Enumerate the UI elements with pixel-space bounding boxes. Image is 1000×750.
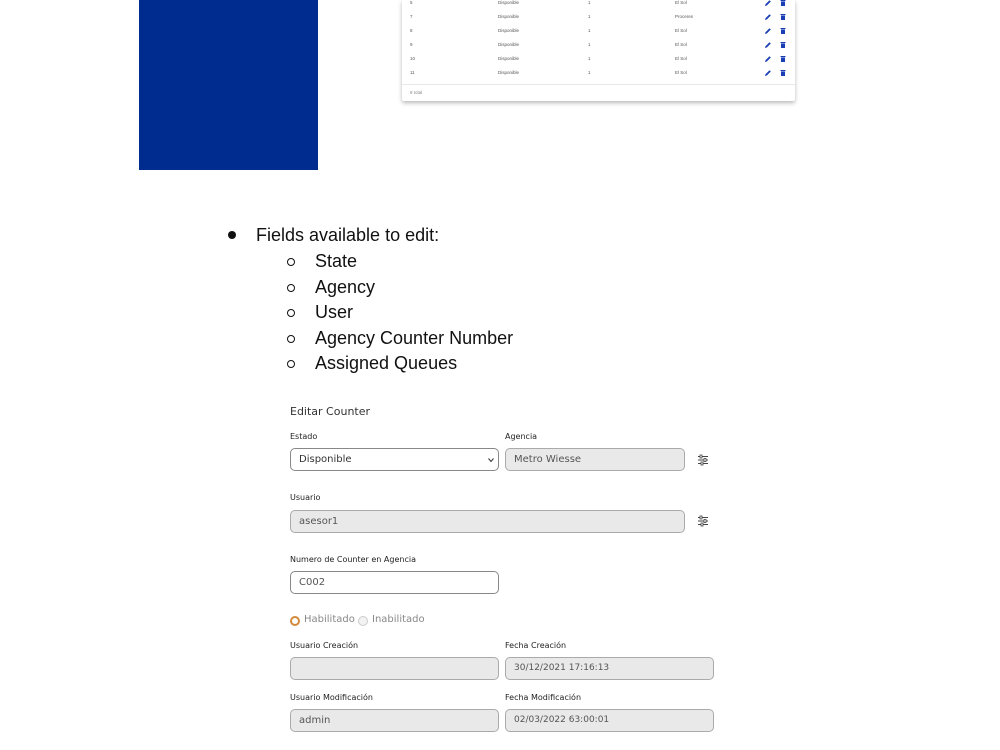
table-row	[402, 10, 795, 24]
filter-settings-icon[interactable]	[697, 454, 709, 466]
edit-icon[interactable]	[764, 0, 772, 7]
usuario-modificacion-label: Usuario Modificación	[290, 693, 373, 702]
edit-icon[interactable]	[764, 27, 772, 35]
agencia-label: Agencia	[505, 432, 538, 441]
table-row	[402, 38, 795, 52]
cell-id: 5	[410, 0, 413, 5]
list-item-text: User	[315, 302, 354, 322]
cell-id: 8	[410, 28, 413, 33]
fecha-creacion-field: 30/12/2021 17:16:13	[505, 657, 714, 680]
estado-select[interactable]	[290, 448, 499, 471]
agencia-field[interactable]: Metro Wiesse	[505, 448, 685, 471]
usuario-field[interactable]: asesor1	[290, 510, 685, 533]
cell-num: 1	[588, 28, 591, 33]
table-total: 8 total	[402, 84, 795, 100]
trash-icon[interactable]	[779, 69, 787, 77]
radio-habilitado-label[interactable]: Habilitado	[304, 614, 355, 625]
trash-icon[interactable]	[779, 0, 787, 7]
edit-icon[interactable]	[764, 69, 772, 77]
list-item-text: State	[315, 251, 358, 271]
cell-agencia: El Sol	[675, 28, 687, 33]
chevron-down-icon	[488, 457, 494, 463]
table-row	[402, 0, 795, 10]
circle-bullet-icon	[287, 258, 295, 266]
circle-bullet-icon	[287, 284, 295, 292]
list-heading-text: Fields available to edit:	[256, 225, 440, 245]
edit-icon[interactable]	[764, 41, 772, 49]
trash-icon[interactable]	[779, 41, 787, 49]
cell-estado: Disponible	[498, 42, 520, 47]
cell-agencia: El Sol	[675, 0, 687, 5]
table-row	[402, 52, 795, 66]
cell-id: 10	[410, 56, 416, 61]
fecha-modificacion-label: Fecha Modificación	[505, 693, 582, 702]
edit-icon[interactable]	[764, 13, 772, 21]
cell-num: 1	[588, 14, 591, 19]
cell-estado: Disponible	[498, 14, 520, 19]
cell-num: 1	[588, 56, 591, 61]
table-row	[402, 66, 795, 80]
radio-inabilitado[interactable]	[358, 616, 368, 626]
estado-select-value: Disponible	[299, 454, 352, 465]
usuario-modificacion-field: admin	[290, 709, 499, 732]
sidebar-panel	[139, 0, 318, 170]
numero-counter-input[interactable]: C002	[290, 571, 499, 594]
trash-icon[interactable]	[779, 27, 787, 35]
numero-counter-label: Numero de Counter en Agencia	[290, 555, 416, 564]
usuario-creacion-field	[290, 657, 499, 680]
cell-estado: Disponible	[498, 28, 520, 33]
filter-settings-icon[interactable]	[697, 515, 709, 527]
cell-num: 1	[588, 70, 591, 75]
fecha-creacion-label: Fecha Creación	[505, 641, 567, 650]
bullet-icon	[228, 231, 236, 239]
cell-id: 7	[410, 14, 413, 19]
edit-icon[interactable]	[764, 55, 772, 63]
table-row	[402, 24, 795, 38]
circle-bullet-icon	[287, 360, 295, 368]
cell-agencia: El Sol	[675, 70, 687, 75]
cell-num: 1	[588, 42, 591, 47]
cell-id: 11	[410, 70, 415, 75]
edit-counter-form	[270, 395, 730, 750]
cell-estado: Disponible	[498, 56, 520, 61]
cell-num: 1	[588, 0, 591, 5]
list-item-text: Agency Counter Number	[315, 327, 514, 348]
counters-table	[402, 0, 795, 101]
cell-id: 9	[410, 42, 413, 47]
trash-icon[interactable]	[779, 55, 787, 63]
trash-icon[interactable]	[779, 13, 787, 21]
circle-bullet-icon	[287, 309, 295, 317]
cell-estado: Disponible	[498, 0, 520, 5]
fecha-modificacion-field: 02/03/2022 63:00:01	[505, 709, 714, 732]
cell-agencia: Proceres	[675, 14, 694, 19]
cell-estado: Disponible	[498, 70, 520, 75]
list-item-text: Agency	[315, 276, 376, 297]
usuario-label: Usuario	[290, 493, 321, 502]
estado-label: Estado	[290, 432, 318, 441]
usuario-creacion-label: Usuario Creación	[290, 641, 359, 650]
radio-inabilitado-label[interactable]: Inabilitado	[372, 614, 425, 625]
cell-agencia: El Sol	[675, 56, 687, 61]
form-title: Editar Counter	[290, 405, 371, 418]
circle-bullet-icon	[287, 335, 295, 343]
list-item-text: Assigned Queues	[315, 353, 458, 373]
cell-agencia: El Sol	[675, 42, 687, 47]
radio-habilitado[interactable]	[290, 616, 300, 626]
